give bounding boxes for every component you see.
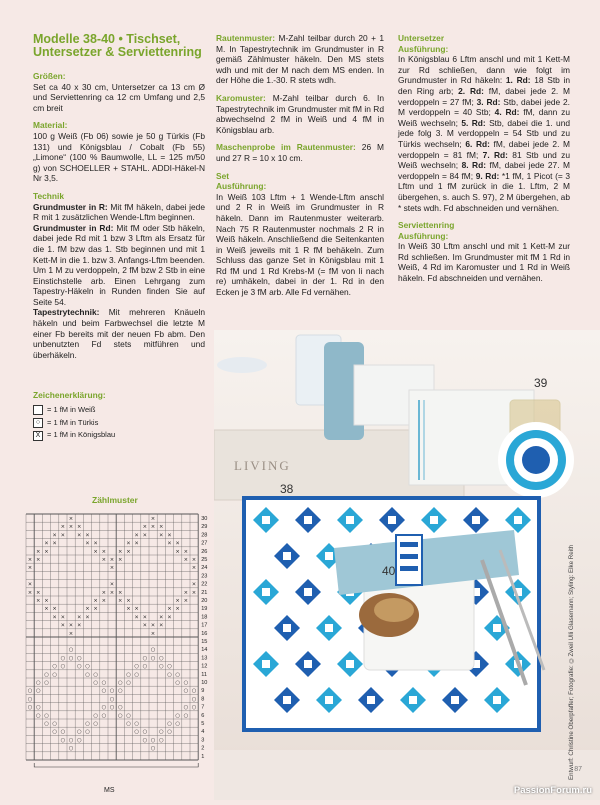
tapestry-heading: Tapestrytechnik: xyxy=(33,307,100,318)
chart-cell-mark: ○ xyxy=(93,712,99,719)
chart-cell-mark: × xyxy=(109,565,115,572)
chart-cell-mark: × xyxy=(175,540,180,547)
chart-row-number: 5 xyxy=(201,721,205,727)
chart-cell-mark: × xyxy=(68,622,74,629)
chart-cell-mark: × xyxy=(150,524,156,531)
chart-cell-mark: × xyxy=(118,598,123,604)
chart-cell-mark: ○ xyxy=(191,696,197,703)
chart-cell-mark: × xyxy=(60,614,66,621)
chart-ms-label: MS xyxy=(104,787,115,794)
chart-cell-mark: × xyxy=(109,589,115,596)
set-subheading: Ausführung: xyxy=(216,181,267,192)
chart-cell-mark: ○ xyxy=(118,712,123,719)
placemat-motif-center xyxy=(283,552,291,560)
chart-cell-mark: ○ xyxy=(175,721,181,727)
placemat-motif-center xyxy=(325,696,333,704)
chart-cell-mark: × xyxy=(126,548,131,555)
chart-cell-mark: × xyxy=(68,524,74,531)
chart-cell-mark: × xyxy=(93,540,98,547)
chart-cell-mark: × xyxy=(159,532,164,539)
chart-cell-mark: ○ xyxy=(159,729,164,736)
chart-row-number: 2 xyxy=(201,745,205,752)
chart-cell-mark: × xyxy=(36,589,41,596)
chart-cell-mark: × xyxy=(134,532,139,539)
chart-cell-mark: ○ xyxy=(68,745,74,752)
untersetzer-subheading: Ausführung: xyxy=(398,43,449,54)
chart-row-number: 13 xyxy=(201,655,208,662)
chart-cell-mark: ○ xyxy=(101,704,107,711)
chart-cell-mark: ○ xyxy=(27,704,33,711)
chart-cell-mark: × xyxy=(93,548,98,555)
chart-cell-mark: ○ xyxy=(44,721,49,727)
chart-row-number: 28 xyxy=(201,532,208,539)
chart-cell-mark: × xyxy=(101,557,107,563)
chart-cell-mark: ○ xyxy=(85,729,90,736)
chart-row-number: 18 xyxy=(201,614,208,621)
chart-cell-mark: × xyxy=(134,614,139,621)
chart-cell-mark: × xyxy=(159,524,164,531)
chart-cell-mark: × xyxy=(77,614,82,621)
chart-row-number: 24 xyxy=(201,565,208,572)
label-40: 40 xyxy=(382,564,396,578)
chart-cell-mark: ○ xyxy=(142,663,148,670)
chart-row-number: 4 xyxy=(201,729,205,736)
tapestry-paragraph xyxy=(33,307,205,360)
chart-row-number: 22 xyxy=(201,581,208,588)
tapestry-text: Mit mehreren Knäueln häkeln und beim Farbwechsel die letzte M einer Fb bereits mit der neuen Fb abm. Den unbenutzten Fd stets mitführen und überhäkeln. xyxy=(33,307,205,360)
chart-cell-mark: × xyxy=(142,532,148,539)
serviettenring-heading: Serviettenring xyxy=(398,220,455,231)
chart-cell-mark: ○ xyxy=(150,745,156,752)
chart-cell-mark: ○ xyxy=(150,655,156,662)
chart-cell-mark: ○ xyxy=(126,671,131,678)
legend-symbol-blue: X xyxy=(33,431,43,441)
gm-rd-heading: Grundmuster in Rd: xyxy=(33,222,114,233)
chart-cell-mark: ○ xyxy=(191,688,197,695)
chart-cell-mark: × xyxy=(44,540,49,547)
placemat-motif-center xyxy=(325,552,333,560)
page-number: 87 xyxy=(574,766,582,773)
untersetzer-heading: Untersetzer xyxy=(398,33,445,43)
chart-cell-mark: × xyxy=(60,622,66,629)
chart-cell-mark: ○ xyxy=(142,737,148,744)
photo-credit: Entwurf: Christine Oberpfaffer; Fotografie: ©Zweil Ulli Glasemann; Styling: Elke Reith xyxy=(568,544,575,780)
chart-cell-mark: × xyxy=(60,524,66,531)
chart-row-number: 12 xyxy=(201,663,208,670)
chart-cell-mark: ○ xyxy=(126,712,131,719)
placemat-motif-center xyxy=(367,696,375,704)
chart-row-number: 21 xyxy=(201,589,208,596)
chart-row-number: 29 xyxy=(201,524,208,531)
legend xyxy=(33,390,205,440)
chart-cell-mark: ○ xyxy=(109,688,115,695)
rauten-heading: Rautenmuster: xyxy=(216,33,276,43)
chart-cell-mark: × xyxy=(175,548,180,555)
chart-cell-mark: × xyxy=(93,598,98,604)
round-7-label: 7. Rd: xyxy=(482,149,508,160)
placemat-motif-center xyxy=(346,660,354,668)
maschenprobe-paragraph xyxy=(216,142,384,163)
chart-cell-mark: × xyxy=(85,606,90,613)
round-8-label: 8. Rd: xyxy=(461,160,487,171)
chart-cell-mark: × xyxy=(44,606,49,613)
chart-cell-mark: × xyxy=(142,524,148,531)
legend-symbol-turquoise: ○ xyxy=(33,418,43,428)
chart-cell-mark: ○ xyxy=(85,721,90,727)
chart-cell-mark: ○ xyxy=(44,712,49,719)
chart-cell-mark: ○ xyxy=(93,680,99,686)
chart-cell-mark: × xyxy=(109,557,115,563)
chart-cell-mark: × xyxy=(101,589,107,596)
chart-cell-mark: × xyxy=(85,540,90,547)
chart-cell-mark: ○ xyxy=(36,680,41,686)
placemat-motif-center xyxy=(493,696,501,704)
chart-cell-mark: × xyxy=(118,548,123,555)
chart-cell-mark: ○ xyxy=(52,663,58,670)
chart-cell-mark: × xyxy=(68,630,74,637)
placemat-motif-center xyxy=(409,696,417,704)
round-9-label: 9. Rd: xyxy=(475,170,500,181)
chart-cell-mark: ○ xyxy=(77,655,82,662)
chart-cell-mark: ○ xyxy=(126,680,131,686)
chart-cell-mark: ○ xyxy=(60,729,66,736)
chart-cell-mark: × xyxy=(126,540,131,547)
chart-row-number: 17 xyxy=(201,622,208,629)
legend-symbol-white xyxy=(33,405,43,415)
chart-cell-mark: × xyxy=(27,589,33,596)
chart-cell-mark: × xyxy=(167,614,172,621)
material-text: 100 g Weiß (Fb 06) sowie je 50 g Türkis (Fb 131) und Königsblau / Cobalt (Fb 55) „Limone“ (100 % Baumwolle, LL = 125 m/50 g) von SCHOELLER + STAHL. ADDI-Häkel-N Nr 3,5. xyxy=(33,130,205,184)
chart-cell-mark: × xyxy=(36,598,41,604)
karo-paragraph xyxy=(216,93,384,135)
chart-cell-mark: × xyxy=(27,557,33,563)
chart-cell-mark: × xyxy=(183,548,189,555)
chart-cell-mark: ○ xyxy=(44,671,49,678)
chart-row-number: 25 xyxy=(201,557,208,563)
chart-cell-mark: ○ xyxy=(77,737,82,744)
chart-cell-mark: × xyxy=(44,548,49,555)
chart-cell-mark: ○ xyxy=(68,647,74,654)
chart-cell-mark: ○ xyxy=(52,671,58,678)
chart-row-number: 19 xyxy=(201,606,208,613)
placemat-motif-center xyxy=(283,624,291,632)
round-6-text: fM, dabei jede 2. M verdoppeln = 81 fM; xyxy=(398,138,571,160)
chart-cell-mark: ○ xyxy=(167,729,172,736)
chart-cell-mark: ○ xyxy=(118,680,123,686)
chart-cell-mark: ○ xyxy=(167,663,172,670)
chart-cell-mark: ○ xyxy=(60,655,66,662)
round-3-text: Stb, dabei jede 2. M verdoppeln = 40 Stb; xyxy=(398,96,570,118)
chart-cell-mark: × xyxy=(150,622,156,629)
legend-item-blue xyxy=(33,430,205,441)
placemat-motif-center xyxy=(304,660,312,668)
placemat-motif-center xyxy=(325,624,333,632)
chart-row-number: 9 xyxy=(201,688,205,695)
chart-cell-mark: ○ xyxy=(68,655,74,662)
round-1-label: 1. Rd: xyxy=(505,75,531,86)
chart-cell-mark: ○ xyxy=(77,663,82,670)
chart-cell-mark: ○ xyxy=(134,663,140,670)
chart-cell-mark: × xyxy=(126,598,131,604)
chart-cell-mark: ○ xyxy=(85,663,90,670)
chart-cell-mark: × xyxy=(44,598,49,604)
set-text: In Weiß 103 Lftm + 1 Wende-Lftm anschl und 2 R in Weiß im Grundmuster in R häkeln. Dann im Rautenmuster weiterarb. Nach 75 R Rautenmuster nochmals 2 R in Weiß häkeln. Anschließend die Seitenkanten in Weiß jeweils mit 1 R fM behäkeln. Zum Schluss das ganze Set in Königsblau mit 1 Rd fM und 1 Rd Krebs-M (= fM von li nach re) umhäkeln, dabei in der 1. Rd in den Ecken je 3 fM arb. Alle Fd vernähen. xyxy=(216,191,384,298)
round-4-label: 4. Rd: xyxy=(494,107,520,118)
chart-cell-mark: ○ xyxy=(27,688,33,695)
gm-r-heading: Grundmuster in R: xyxy=(33,201,108,212)
chart-cell-mark: × xyxy=(142,614,148,621)
round-9-text: *1 fM, 1 Picot (= 3 Lftm und 1 fM zurück in die 1. Lftm, 2 M übergehen, s. auch S. 97), 2 M übergehen, ab * stets wdh. Fd abschneiden und vernähen. xyxy=(398,170,571,213)
chart-cell-mark: ○ xyxy=(183,688,189,695)
gm-rd-paragraph xyxy=(33,223,205,308)
chart-cell-mark: × xyxy=(27,565,33,572)
round-3-label: 3. Rd: xyxy=(476,96,501,107)
chart-cell-mark: ○ xyxy=(109,696,115,703)
chart-row-number: 8 xyxy=(201,696,205,703)
chart-cell-mark: × xyxy=(27,581,33,588)
placemat-motif-center xyxy=(262,588,270,596)
chart-cell-mark: ○ xyxy=(118,688,123,695)
round-5-label: 5. Rd: xyxy=(461,117,486,128)
chart-cell-mark: × xyxy=(191,589,197,596)
chart-row-number: 27 xyxy=(201,540,208,547)
chart-cell-mark: ○ xyxy=(27,696,33,703)
chart-cell-mark: ○ xyxy=(150,647,156,654)
photo-svg xyxy=(214,330,600,800)
chart-cell-mark: ○ xyxy=(36,688,41,695)
legend-item-turquoise xyxy=(33,418,205,429)
placemat-motif-center xyxy=(304,588,312,596)
chart-cell-mark: × xyxy=(167,606,172,613)
chart-cell-mark: × xyxy=(118,557,123,563)
chart-cell-mark: × xyxy=(191,557,197,563)
karo-heading: Karomuster: xyxy=(216,92,266,103)
chart-cell-mark: ○ xyxy=(77,729,82,736)
chart-row-number: 26 xyxy=(201,548,208,555)
placemat-motif-center xyxy=(451,696,459,704)
legend-label-turquoise: = 1 fM in Türkis xyxy=(47,417,99,427)
chart-cell-mark: ○ xyxy=(101,680,107,686)
chart-cell-mark: × xyxy=(85,532,90,539)
placemat-motif-center xyxy=(472,516,480,524)
legend-label-blue: = 1 fM in Königsblau xyxy=(47,430,116,440)
column-right xyxy=(398,33,570,291)
round-7-text: 81 Stb und zu Weiß wechseln; xyxy=(398,149,571,171)
chart-cell-mark: × xyxy=(60,532,66,539)
chart-cell-mark: × xyxy=(101,548,107,555)
chart-cell-mark: ○ xyxy=(167,721,172,727)
chart-cell-mark: × xyxy=(191,581,197,588)
chart-cell-mark: × xyxy=(118,589,123,596)
chart-row-number: 7 xyxy=(201,704,205,711)
chart-cell-mark: ○ xyxy=(93,671,99,678)
placemat-motif-center xyxy=(514,516,522,524)
round-2-label: 2. Rd: xyxy=(458,85,484,96)
maschenprobe-text: 26 M und 27 R = 10 x 10 cm. xyxy=(216,142,385,163)
chart-cell-mark: × xyxy=(150,516,156,522)
gm-rd-text: Mit fM oder Stb häkeln, dabei jede Rd mit 1 bzw 3 Lftm als Ersatz für die 1. fM bzw das 1. Stb beginnen und mit 1 Kett-M in die 1. bzw 3. Anfangs-Lftm beenden. Um 1 M zu verdoppeln, 2 fM bzw 2 Stb in eine Einstichstelle arb. Einen Lehrgang zum Tapestry-Häkeln in Runden finden Sie auf Seite 54. xyxy=(33,222,205,307)
chart-row-number: 23 xyxy=(201,573,208,580)
chart-cell-mark: × xyxy=(52,540,57,547)
serviettenring-subheading: Ausführung: xyxy=(398,230,449,241)
chart-cell-mark: × xyxy=(134,540,139,547)
chart-cell-mark: ○ xyxy=(36,712,41,719)
chart-ms-bracket xyxy=(34,763,198,767)
material-heading: Material: xyxy=(33,120,68,131)
round-2-text: fM, dabei jede 2. M verdoppeln = 27 fM; xyxy=(398,85,571,107)
chart-cell-mark: ○ xyxy=(142,655,148,662)
chart-row-number: 11 xyxy=(201,671,208,678)
set-heading: Set xyxy=(216,170,230,181)
karo-text: M-Zahl teilbar durch 6. In Tapestrytechnik im Grundmuster mit fM in Rd abwechselnd 2 fM in Weiß und 4 fM in Königsblau arb. xyxy=(216,92,384,135)
chart-cell-mark: × xyxy=(68,516,74,522)
chart-cell-mark: × xyxy=(77,524,82,531)
chart-cell-mark: ○ xyxy=(126,721,131,727)
chart-cell-mark: × xyxy=(36,548,41,555)
round-5-text: Stb, dabei die 1. und jede folg 3. M verdoppeln = 54 Stb und zu Türkis wechseln; xyxy=(398,117,571,149)
chart-cell-mark: × xyxy=(77,622,82,629)
chart-cell-mark: ○ xyxy=(134,721,140,727)
chart-cell-mark: ○ xyxy=(134,671,140,678)
chart-row-number: 6 xyxy=(201,712,205,719)
chart-cell-mark: ○ xyxy=(175,671,181,678)
chart-cell-mark: ○ xyxy=(191,704,197,711)
chart-cell-mark: × xyxy=(167,540,172,547)
chart-row-number: 1 xyxy=(201,753,205,760)
chart-cell-mark: × xyxy=(175,606,180,613)
chart-cell-mark: × xyxy=(93,606,98,613)
chart-cell-mark: ○ xyxy=(175,712,181,719)
chart-cell-mark: ○ xyxy=(183,680,189,686)
chart-title: Zählmuster xyxy=(92,495,138,505)
chart-cell-mark: × xyxy=(85,614,90,621)
legend-title: Zeichenerklärung: xyxy=(33,390,106,401)
chart-cell-mark: ○ xyxy=(60,737,66,744)
chart-cell-mark: ○ xyxy=(109,704,115,711)
chart-cell-mark: ○ xyxy=(159,663,164,670)
chart-cell-mark: × xyxy=(101,598,107,604)
box-living-text: LIVING xyxy=(234,458,291,473)
chart-cell-mark: ○ xyxy=(175,680,181,686)
column-middle xyxy=(216,33,384,305)
chart-cell-mark: ○ xyxy=(150,737,156,744)
groessen-text: Set ca 40 x 30 cm, Untersetzer ca 13 cm Ø und Serviettenring ca 12 cm Umfang und 2,5 cm breit xyxy=(33,81,205,113)
placemat-motif-center xyxy=(283,696,291,704)
gm-r-text: Mit fM häkeln, dabei jede R mit 1 zusätzlichen Wende-Lftm beginnen. xyxy=(33,201,206,223)
untersetzer-intro: In Königsblau 6 Lftm anschl und mit 1 Kett-M zur Rd schließen, dann wie folgt im Grundmuster in Rd häkeln: xyxy=(398,54,570,86)
chart-cell-mark: ○ xyxy=(183,704,189,711)
chart-cell-mark: × xyxy=(191,565,197,572)
chart-cell-mark: × xyxy=(109,581,115,588)
maschenprobe-heading: Maschenprobe im Rautenmuster: xyxy=(216,142,356,153)
chart-cell-mark: ○ xyxy=(60,663,66,670)
chart-cell-mark: × xyxy=(36,557,41,563)
label-39: 39 xyxy=(534,376,548,390)
chart-cell-mark: ○ xyxy=(159,737,164,744)
chart-cell-mark: × xyxy=(183,557,189,563)
chart-row-number: 14 xyxy=(201,647,208,654)
chart-row-number: 15 xyxy=(201,639,208,645)
placemat-motif-center xyxy=(346,516,354,524)
gm-r-paragraph xyxy=(33,202,205,223)
chart-row-number: 20 xyxy=(201,598,208,604)
chart-cell-mark: × xyxy=(52,532,57,539)
round-1-text: 18 Stb in den Ring arb; xyxy=(398,75,571,96)
chart-cell-mark: ○ xyxy=(142,729,148,736)
technik-heading: Technik xyxy=(33,190,65,201)
round-8-text: fM, dabei jede 27. M verdoppeln = 84 fM; xyxy=(398,160,570,181)
chart-row-number: 3 xyxy=(201,737,205,744)
chart-cell-mark: × xyxy=(159,614,164,621)
serviettenring-text: In Weiß 30 Lftm anschl und mit 1 Kett-M zur Rd schließen. Im Grundmuster mit fM 1 Rd in Weiß, 4 Rd im Karomuster und 1 Rd in Weiß häkeln. Fd abschneiden und vernähen. xyxy=(398,241,570,284)
round-4-text: fM, dann zu Weiß wechseln; xyxy=(398,107,571,128)
chart-cell-mark: × xyxy=(183,598,189,604)
legend-item-white xyxy=(33,405,205,416)
product-photo xyxy=(214,330,600,800)
chart-cell-mark: × xyxy=(142,622,148,629)
label-38: 38 xyxy=(280,482,294,496)
chart-cell-mark: ○ xyxy=(36,704,41,711)
placemat-motif-center xyxy=(388,516,396,524)
placemat-motif-center xyxy=(493,624,501,632)
round-6-label: 6. Rd: xyxy=(465,138,490,149)
chart-cell-mark: ○ xyxy=(101,712,107,719)
chart-cell-mark: × xyxy=(134,606,139,613)
legend-label-white: = 1 fM in Weiß xyxy=(47,405,96,415)
chart-cell-mark: × xyxy=(126,606,131,613)
chart-row-number: 10 xyxy=(201,680,208,686)
chart-cell-mark: ○ xyxy=(159,655,164,662)
chart-cell-mark: × xyxy=(159,622,164,629)
chart-cell-mark: ○ xyxy=(134,729,140,736)
rauten-paragraph xyxy=(216,33,384,86)
chart-cell-mark: × xyxy=(175,598,180,604)
placemat-motif-center xyxy=(262,660,270,668)
chart-row-number: 16 xyxy=(201,630,208,637)
count-chart xyxy=(24,495,210,800)
chart-cell-mark: ○ xyxy=(85,671,90,678)
chart-cell-mark: ○ xyxy=(52,721,58,727)
site-watermark: PassionForum.ru xyxy=(513,785,592,796)
chart-cell-mark: ○ xyxy=(101,688,107,695)
chart-cell-mark: × xyxy=(183,589,189,596)
article-title: Modelle 38-40 • Tischset, Untersetzer & Serviettenring xyxy=(33,32,202,59)
chart-cell-mark: × xyxy=(150,630,156,637)
placemat-motif-center xyxy=(262,516,270,524)
chart-cell-mark: × xyxy=(52,606,57,613)
untersetzer-text xyxy=(398,54,570,213)
chart-cell-mark: ○ xyxy=(167,671,172,678)
chart-cell-mark: ○ xyxy=(93,721,99,727)
chart-row-number: 30 xyxy=(201,516,208,522)
chart-cell-mark: ○ xyxy=(52,729,58,736)
chart-cell-mark: × xyxy=(52,614,57,621)
rauten-text: M-Zahl teilbar durch 20 + 1 M. In Tapestrytechnik im Grundmuster in R gemäß Zählmuster häkeln. Den MS stets wdh und mit der M nach dem MS enden. In der Höhe die 1.-30. R stets wdh. xyxy=(216,33,384,86)
chart-grid-svg xyxy=(24,512,210,800)
chart-cell-mark: ○ xyxy=(68,737,74,744)
chart-cell-mark: × xyxy=(77,532,82,539)
chart-cell-mark: ○ xyxy=(183,712,189,719)
placemat-motif-center xyxy=(430,516,438,524)
placemat-motif-center xyxy=(304,516,312,524)
groessen-heading: Größen: xyxy=(33,71,66,81)
chart-cell-mark: ○ xyxy=(44,680,49,686)
chart-cell-mark: × xyxy=(167,532,172,539)
column-left xyxy=(33,33,205,443)
chart-cell-mark: ○ xyxy=(118,704,123,711)
